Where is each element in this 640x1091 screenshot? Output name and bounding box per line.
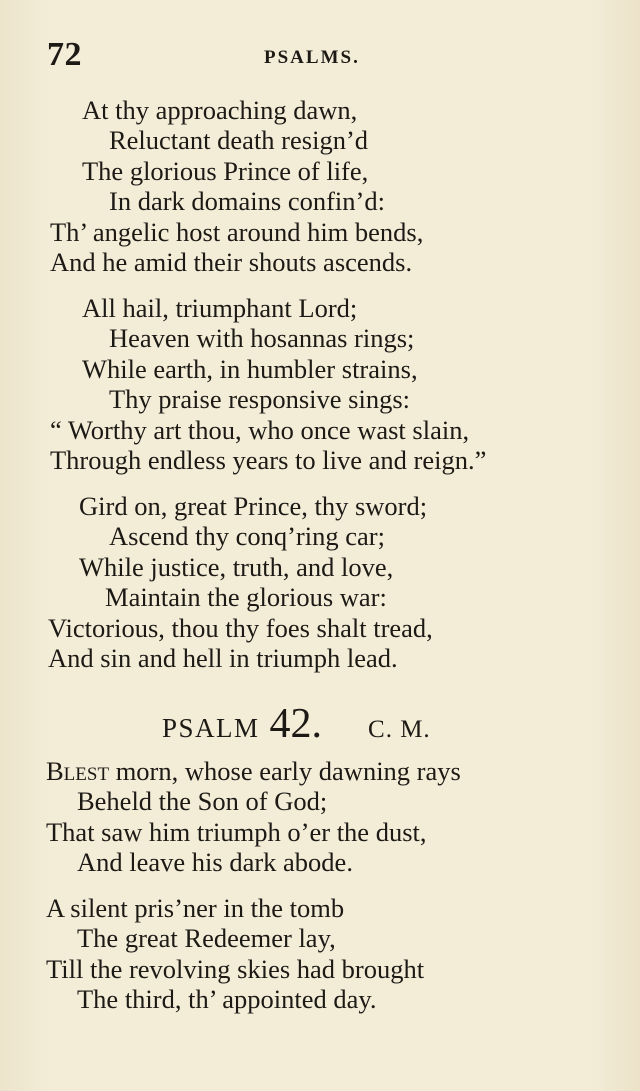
verse-line: Through endless years to live and reign.”: [50, 444, 487, 475]
psalm-meter: C. M.: [368, 716, 431, 743]
verse-line: Reluctant death resign’d: [109, 125, 369, 156]
verse-line: Gird on, great Prince, thy sword;: [79, 491, 428, 521]
verse-line: Heaven with hosannas rings;: [109, 323, 415, 354]
stanza-1: [0, 95, 640, 277]
verse-line: And he amid their shouts ascends.: [50, 246, 413, 277]
psalm-42-stanza-1: [0, 756, 640, 878]
verse-line: And leave his dark abode.: [77, 847, 353, 878]
verse-line: The glorious Prince of life,: [82, 155, 369, 186]
page-number: 72: [47, 36, 82, 73]
verse-line: Thy praise responsive sings:: [109, 384, 411, 415]
psalm-heading: [162, 700, 431, 748]
verse-line: A silent pris’ner in the tomb: [46, 893, 345, 923]
verse-line: While justice, truth, and love,: [79, 551, 394, 582]
psalm-42-stanza-2: [0, 893, 640, 1015]
psalm-label: PSALM: [162, 713, 260, 743]
stanza-2: [0, 293, 640, 475]
verse-line: Till the revolving skies had brought: [46, 953, 425, 984]
verse-line: That saw him triumph o’er the dust,: [46, 816, 427, 847]
verse-line: Victorious, thou thy foes shalt tread,: [48, 612, 433, 643]
verse-line: In dark domains confin’d:: [109, 186, 385, 217]
verse-line: Th’ angelic host around him bends,: [50, 216, 424, 247]
verse-line: [0, 756, 640, 786]
verse-line: Beheld the Son of God;: [77, 786, 328, 817]
verse-line: All hail, triumphant Lord;: [82, 293, 358, 323]
psalm-number: 42.: [269, 701, 323, 747]
running-title: PSALMS.: [264, 47, 360, 68]
verse-line: The great Redeemer lay,: [77, 923, 336, 954]
verse-line: “ Worthy art thou, who once wast slain,: [50, 414, 470, 445]
verse-line: And sin and hell in triumph lead.: [48, 642, 398, 673]
first-line-rest: morn, whose early dawning rays: [109, 756, 461, 786]
initial-word: Blest: [46, 756, 110, 786]
stanza-3: [0, 491, 640, 673]
verse-line: Maintain the glorious war:: [105, 582, 387, 613]
verse-line: While earth, in humbler strains,: [82, 353, 418, 384]
verse-line: Ascend thy conq’ring car;: [109, 521, 385, 552]
verse-line: At thy approaching dawn,: [82, 95, 358, 125]
verse-line: The third, th’ appointed day.: [77, 984, 377, 1015]
